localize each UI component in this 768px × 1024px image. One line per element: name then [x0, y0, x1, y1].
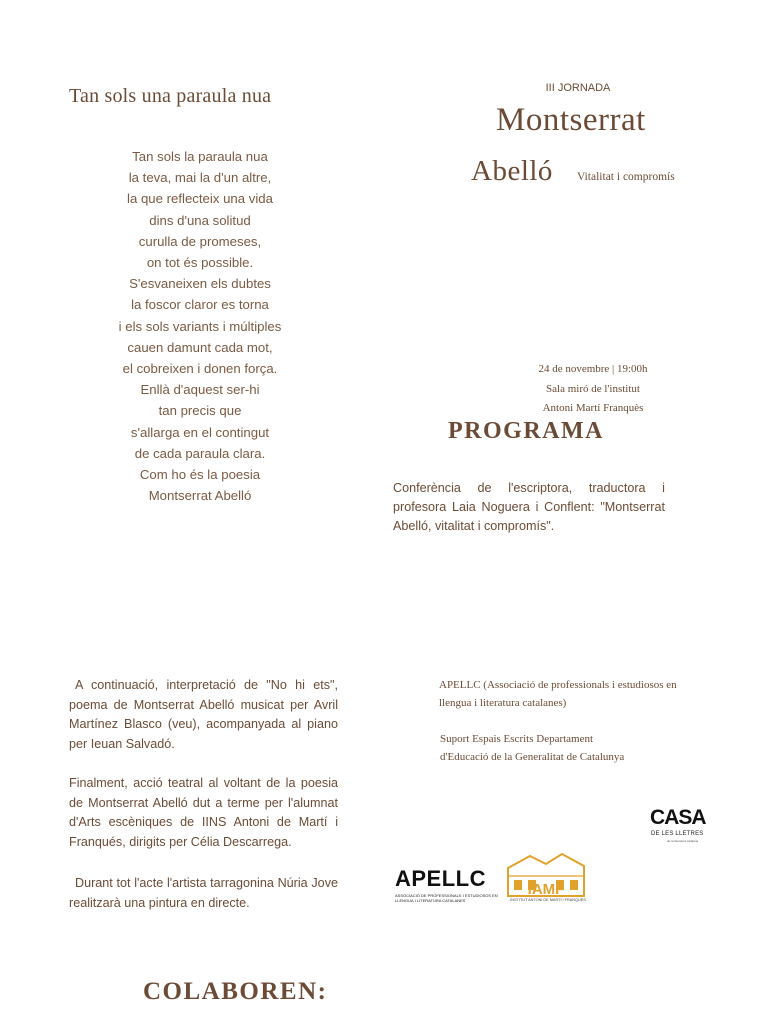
poem-line: curulla de promeses,	[138, 233, 262, 249]
event-date-time: 24 de novembre | 19:00h	[538, 363, 648, 375]
iamf-logo-word: IAMF	[527, 881, 565, 898]
poem-line: cauen damunt cada mot,	[127, 339, 273, 355]
poem-text	[90, 146, 310, 506]
event-subtitle: Vitalitat i compromís	[577, 171, 675, 183]
iamf-logo	[500, 848, 592, 908]
poem-line: S'esvaneixen els dubtes	[129, 276, 271, 292]
poem-line: on tot és possible.	[146, 255, 254, 271]
programa-item-music-text: A continuació, interpretació de "No hi ets", poema de Montserrat Abelló musicat per Avril Martínez Blasco (veu), acompanyada al piano per Ieuan Salvadó.	[69, 678, 338, 751]
programa-item-theatre: Finalment, acció teatral al voltant de la poesia de Montserrat Abelló dut a terme per l'alumnat d'Arts escèniques de IINS Antoni de Martí i Franqués, dirigits per Célia Descarrega.	[69, 776, 338, 849]
poem-line: i els sols variants i múltiples	[118, 318, 282, 334]
apellc-logo-sub: ASSOCIACIÓ DE PROFESSIONALS I ESTUDIOSOS EN LLENGUA I LITERATURA CATALANES	[395, 893, 498, 903]
honoree-last-name: Abelló	[471, 155, 553, 187]
casa-logo-sub: DE LES LLETRES	[651, 831, 704, 837]
poem-line: tan precis que	[158, 403, 242, 419]
programa-conference: Conferència de l'escriptora, traductora i profesora Laia Noguera i Conflent: "Montserrat Abelló, vitalitat i compromís".	[393, 481, 665, 533]
honoree-first-name: Montserrat	[496, 102, 646, 138]
poem-line: Enllà d'aquest ser-hi	[140, 382, 260, 398]
programa-item-painting-text: Durant tot l'acte l'artista tarragonina Núria Jove realitzarà una pintura en directe.	[69, 876, 338, 910]
poem-line: el cobreixen i donen força.	[122, 361, 278, 377]
event-venue-line1: Sala miró de l'institut	[546, 382, 640, 395]
poem-line: s'allarga en el contingut	[130, 424, 270, 440]
programa-heading: PROGRAMA	[448, 418, 604, 444]
programa-item-music	[69, 676, 338, 754]
event-info	[500, 360, 686, 419]
casa-de-les-lletres-logo	[645, 806, 707, 844]
programa-item-painting	[69, 874, 338, 913]
casa-logo-tagline: de la literatura catalana	[667, 839, 699, 843]
support-note	[440, 730, 700, 766]
apellc-logo-word: APELLC	[395, 866, 486, 891]
poem-line: la teva, mai la d'un altre,	[128, 170, 272, 186]
poem-line: dins d'una solitud	[149, 212, 251, 228]
poem-line: Tan sols la paraula nua	[132, 149, 268, 164]
support-line1: Suport Espais Escrits Departament	[440, 733, 594, 745]
apellc-logo	[393, 862, 505, 910]
poem-title: Tan sols una paraula nua	[69, 85, 272, 107]
colaboren-heading: COLABOREN:	[143, 978, 328, 1005]
poem-line: Com ho és la poesia	[139, 467, 261, 483]
iamf-logo-sub: INSTITUT ANTONI DE MARTÍ I FRANQUÈS	[510, 898, 586, 902]
poem-line: la que reflecteix una vida	[127, 191, 273, 207]
poem-line: la foscor claror es torna	[131, 297, 269, 313]
event-edition: III JORNADA	[545, 82, 611, 94]
support-line2: d'Educació de la Generalitat de Catalunya	[440, 751, 625, 763]
poem-line: de cada paraula clara.	[134, 445, 266, 461]
iamf-building-icon	[500, 848, 592, 898]
event-venue-line2: Antoni Martí Franquès	[542, 402, 644, 414]
apellc-description: APELLC (Associació de professionals i estudiosos en llengua i literatura catalanes)	[439, 679, 677, 709]
casa-logo-word: CASA	[650, 806, 706, 829]
poem-line: Montserrat Abelló	[148, 488, 252, 504]
